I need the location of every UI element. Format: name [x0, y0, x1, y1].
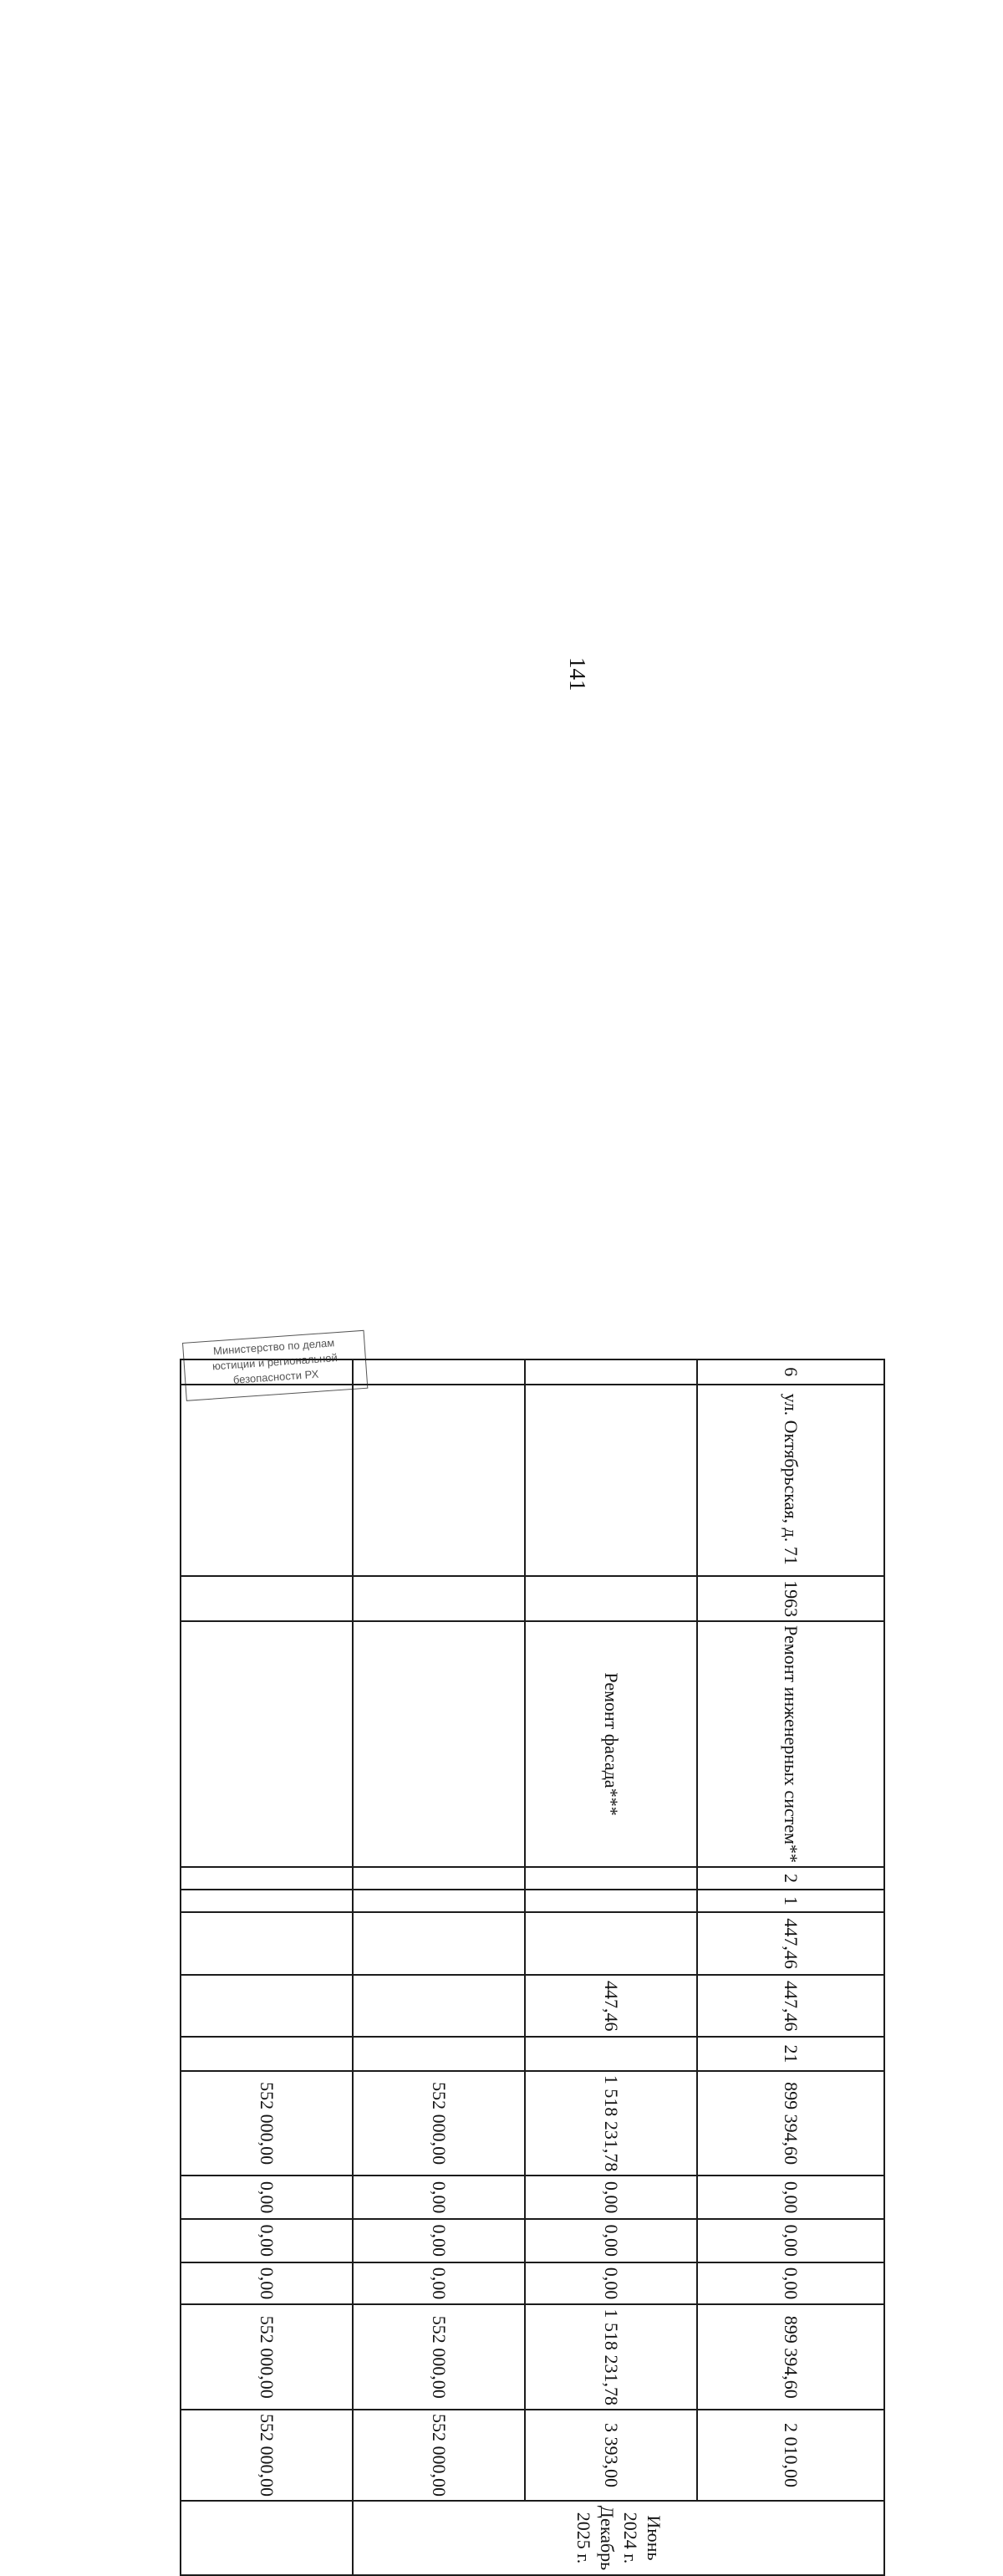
area-cell [181, 1975, 353, 2037]
amount-cell: 0,00 [353, 2219, 525, 2262]
area-total-cell [525, 1912, 697, 1976]
row-number-cell: 6 [697, 1359, 884, 1385]
stamp-line: безопасности РХ [232, 1367, 319, 1386]
unit-cost-cell: 3 393,00 [525, 2410, 697, 2501]
area-engineering-cell: 447,46 [697, 1975, 884, 2037]
amount-cell: 0,00 [181, 2176, 353, 2219]
area-total-cell [181, 1912, 353, 1976]
amount-cell: 0,00 [181, 2219, 353, 2262]
work-type-cell [353, 1621, 525, 1867]
stamp-line: юстиции и региональной [211, 1351, 339, 1373]
amount-cell: 552 000,00 [353, 2071, 525, 2176]
value-1-cell: 1 [697, 1890, 884, 1912]
address-cell [353, 1385, 525, 1577]
value-1-cell [353, 1890, 525, 1912]
count-cell [181, 2037, 353, 2071]
count-cell [353, 2037, 525, 2071]
area-cell [353, 1975, 525, 2037]
row-number-cell [353, 1359, 525, 1385]
area-total-cell: 447,46 [697, 1912, 884, 1976]
row-number-cell [181, 1359, 353, 1385]
year-cell: 1963 [697, 1576, 884, 1621]
count-cell: 21 [697, 2037, 884, 2071]
unit-cost-cell: 552 000,00 [353, 2410, 525, 2501]
amount-cell: 552 000,00 [181, 2304, 353, 2410]
address: ул. Октябрьская, д. 71 [781, 1393, 802, 1565]
amount-cell: 552 000,00 [181, 2071, 353, 2176]
year-cell [181, 1576, 353, 1621]
period-cell [181, 2501, 353, 2575]
amount-cell: 0,00 [697, 2176, 884, 2219]
table-row [181, 1359, 353, 2575]
value-2-cell [353, 1867, 525, 1890]
work-type-engineering: Ремонт инженерных систем** [697, 1621, 884, 1867]
amount-cell: 899 394,60 [697, 2071, 884, 2176]
rotated-table-sheet [170, 1352, 922, 2576]
table-row [697, 1359, 884, 2575]
year-cell [353, 1576, 525, 1621]
value-2-cell [525, 1867, 697, 1890]
amount-cell: 0,00 [353, 2262, 525, 2305]
table-row [353, 1359, 525, 2575]
amount-cell: 1 518 231,78 [525, 2304, 697, 2410]
amount-cell: 899 394,60 [697, 2304, 884, 2410]
value-1-cell [525, 1890, 697, 1912]
value-1-cell [181, 1890, 353, 1912]
address-cell [525, 1385, 697, 1577]
page-number: 141 [565, 657, 590, 691]
address-cell [697, 1385, 884, 1577]
period-cell [353, 2501, 884, 2575]
work-type-facade: Ремонт фасада*** [525, 1621, 697, 1867]
amount-cell: 0,00 [697, 2219, 884, 2262]
amount-cell: 0,00 [181, 2262, 353, 2305]
count-cell [525, 2037, 697, 2071]
address-cell [181, 1385, 353, 1577]
stamp-line: Министерство по делам [212, 1336, 335, 1358]
amount-cell: 1 518 231,78 [525, 2071, 697, 2176]
table-row [525, 1359, 697, 2575]
row-number-cell [525, 1359, 697, 1385]
repair-plan-table [180, 1359, 885, 2576]
value-2-cell: 2 [697, 1867, 884, 1890]
work-type-cell [181, 1621, 353, 1867]
period-start: Июнь 2024 г. [620, 2512, 664, 2564]
amount-cell: 0,00 [525, 2176, 697, 2219]
area-facade-cell: 447,46 [525, 1975, 697, 2037]
amount-cell: 0,00 [525, 2262, 697, 2305]
unit-cost-cell: 2 010,00 [697, 2410, 884, 2501]
area-total-cell [353, 1912, 525, 1976]
unit-cost-cell: 552 000,00 [181, 2410, 353, 2501]
period-end: Декабрь 2025 г. [573, 2505, 618, 2571]
amount-cell: 0,00 [697, 2262, 884, 2305]
value-2-cell [181, 1867, 353, 1890]
year-cell [525, 1576, 697, 1621]
amount-cell: 552 000,00 [353, 2304, 525, 2410]
amount-cell: 0,00 [353, 2176, 525, 2219]
amount-cell: 0,00 [525, 2219, 697, 2262]
